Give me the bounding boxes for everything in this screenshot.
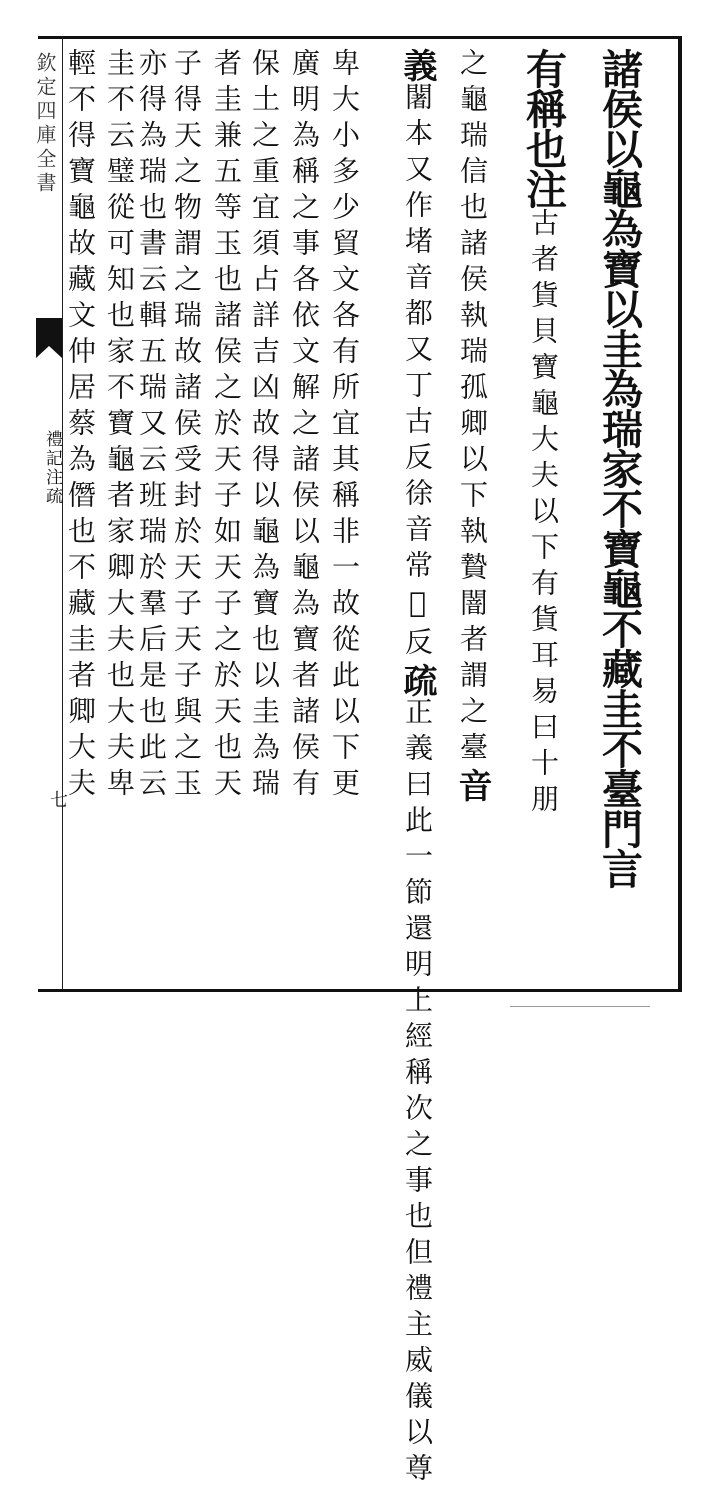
section-title: 禮記注疏 bbox=[42, 430, 62, 506]
commentary-text: 正義曰此一節還明上經稱次之事也但禮主威儀以尊 bbox=[401, 697, 434, 1489]
text-column bbox=[288, 48, 321, 804]
page-number: 七 bbox=[47, 790, 68, 808]
text-column bbox=[595, 48, 643, 888]
text-column bbox=[519, 48, 567, 820]
commentary-text: 輕不得寶龜故藏文仲居蔡為僭也不藏圭者卿大夫 bbox=[64, 48, 97, 804]
text-column bbox=[452, 48, 492, 802]
commentary-text: 卑大小多少貿文各有所宜其稱非一故從此以下更 bbox=[328, 48, 361, 804]
scan-edge-line bbox=[510, 1006, 650, 1007]
book-title: 欽定四庫全書 bbox=[33, 52, 57, 196]
text-column bbox=[103, 48, 136, 804]
commentary-text: 古者貨貝寶龜大夫以下有貨耳易曰十朋 bbox=[527, 208, 560, 820]
section-marker: 疏 bbox=[397, 663, 437, 697]
text-column bbox=[64, 48, 97, 804]
text-column bbox=[328, 48, 361, 804]
commentary-text: 保土之重宜須占詳吉凶故得以龜為寶也以圭為瑞 bbox=[248, 48, 281, 804]
text-column bbox=[170, 48, 203, 804]
text-column bbox=[248, 48, 281, 804]
text-column bbox=[210, 48, 243, 804]
main-text: 有稱也注 bbox=[519, 48, 567, 208]
commentary-text: 圭不云璧從可知也家不寶龜者家卿大夫也大夫卑 bbox=[103, 48, 136, 804]
text-column bbox=[135, 48, 168, 804]
main-text: 諸侯以龜為寶以圭為瑞家不寶龜不藏圭不臺門言 bbox=[595, 48, 643, 888]
commentary-text: 者圭兼五等玉也諸侯之於天子如天子之於天也天 bbox=[210, 48, 243, 804]
commentary-text: 亦得為瑞也書云輯五瑞又云班瑞於羣后是也此云 bbox=[135, 48, 168, 804]
section-marker: 義 bbox=[397, 48, 437, 82]
commentary-text: 之龜瑞信也諸侯執瑞孤卿以下執贄闇者謂之臺 bbox=[456, 48, 489, 768]
commentary-text: 廣明為稱之事各依文解之諸侯以龜為寶者諸侯有 bbox=[288, 48, 321, 804]
margin-rule bbox=[62, 36, 63, 989]
text-column bbox=[397, 48, 437, 1489]
commentary-text: 子得天之物謂之瑞故諸侯受封於天子天子與之玉 bbox=[170, 48, 203, 804]
section-marker: 音 bbox=[452, 768, 492, 802]
commentary-text: 闍本又作堵音都又丁古反徐音常𤓰反 bbox=[401, 82, 434, 663]
